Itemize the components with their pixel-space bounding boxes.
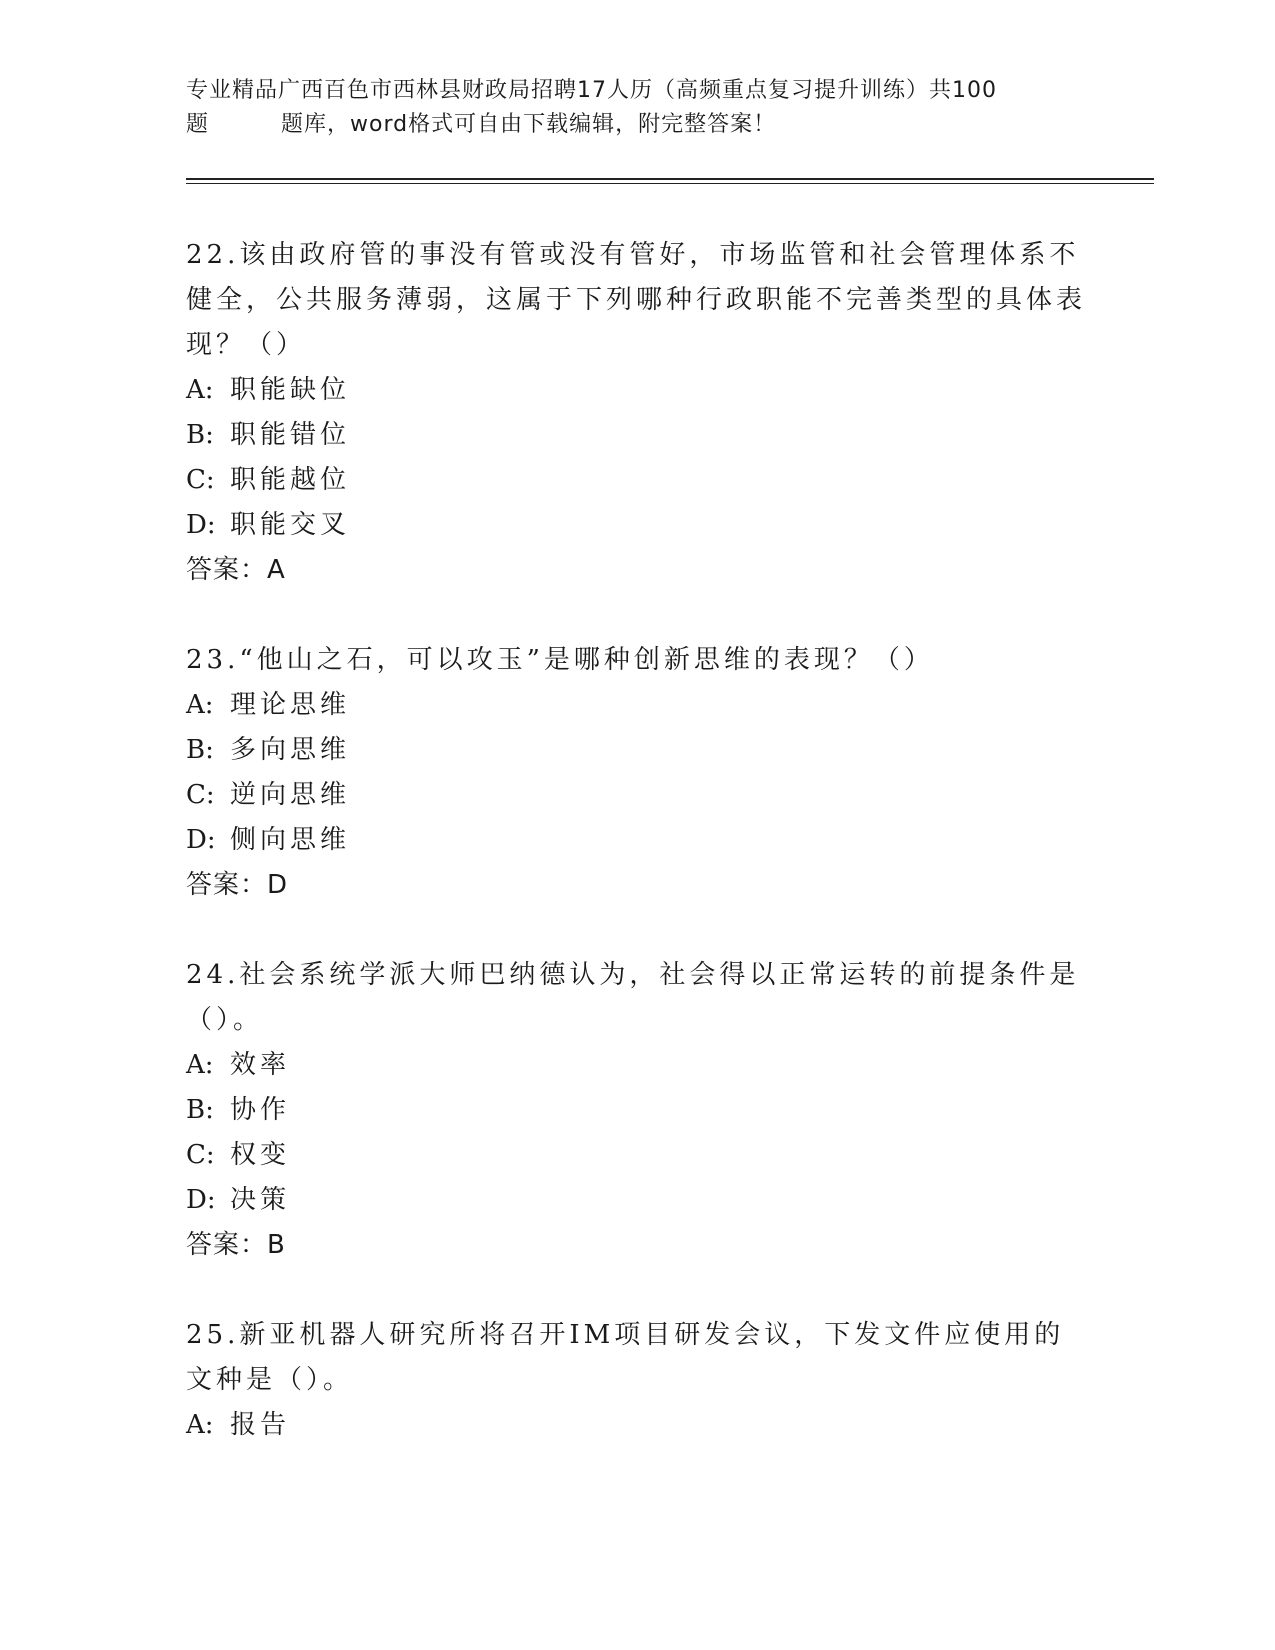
option-letter: A: [186, 690, 214, 720]
header-line-2-rest: 题库，word格式可自由下载编辑，附完整答案！ [281, 112, 777, 137]
option-text: 决策 [230, 1185, 291, 1215]
answer-line: 答案：A [186, 555, 286, 585]
question-stem: 24.社会系统学派大师巴纳德认为，社会得以正常运转的前提条件是（）。 [186, 960, 1080, 1035]
option-text: 报告 [230, 1410, 291, 1440]
question-24 [186, 953, 1086, 1268]
option-letter: C: [186, 780, 215, 810]
option-text: 逆向思维 [230, 780, 351, 810]
header-divider-thin [186, 183, 1154, 184]
document-header [186, 74, 1086, 142]
option-b [186, 728, 1086, 773]
option-a [186, 1043, 1086, 1088]
header-line-2 [186, 108, 1086, 142]
header-line-1: 专业精品广西百色市西林县财政局招聘17人历（高频重点复习提升训练）共100 [186, 78, 997, 103]
option-text: 协作 [230, 1095, 291, 1125]
question-stem: 25.新亚机器人研究所将召开IM项目研发会议，下发文件应使用的文种是（）。 [186, 1320, 1065, 1395]
option-letter: B: [186, 420, 214, 450]
option-letter: D: [186, 510, 216, 540]
option-d [186, 818, 1086, 863]
option-text: 职能交叉 [230, 510, 351, 540]
option-d [186, 1178, 1086, 1223]
option-letter: D: [186, 1185, 216, 1215]
option-a [186, 368, 1086, 413]
option-letter: C: [186, 1140, 215, 1170]
option-d [186, 503, 1086, 548]
question-stem: 22.该由政府管的事没有管或没有管好，市场监管和社会管理体系不健全，公共服务薄弱，这属于下列哪种行政职能不完善类型的具体表现？（） [186, 240, 1087, 360]
option-text: 职能缺位 [230, 375, 351, 405]
option-letter: A: [186, 375, 214, 405]
option-letter: A: [186, 1410, 214, 1440]
option-text: 侧向思维 [230, 825, 351, 855]
option-text: 多向思维 [230, 735, 351, 765]
option-c [186, 773, 1086, 818]
option-text: 理论思维 [230, 690, 351, 720]
header-line-2-start: 题 [186, 112, 210, 137]
option-text: 效率 [230, 1050, 291, 1080]
answer-line: 答案：D [186, 870, 289, 900]
answer-line: 答案：B [186, 1230, 286, 1260]
option-letter: D: [186, 825, 216, 855]
option-letter: B: [186, 735, 214, 765]
option-c [186, 1133, 1086, 1178]
option-a [186, 1403, 1086, 1448]
option-text: 职能错位 [230, 420, 351, 450]
option-letter: C: [186, 465, 215, 495]
question-22 [186, 233, 1086, 593]
option-letter: A: [186, 1050, 214, 1080]
question-stem: 23.“他山之石，可以攻玉”是哪种创新思维的表现？（） [186, 645, 934, 675]
header-divider-thick [186, 178, 1154, 180]
option-a [186, 683, 1086, 728]
option-text: 权变 [230, 1140, 291, 1170]
option-letter: B: [186, 1095, 214, 1125]
question-list [186, 233, 1086, 1493]
option-text: 职能越位 [230, 465, 351, 495]
question-25 [186, 1313, 1086, 1448]
option-c [186, 458, 1086, 503]
option-b [186, 413, 1086, 458]
option-b [186, 1088, 1086, 1133]
question-23 [186, 638, 1086, 908]
